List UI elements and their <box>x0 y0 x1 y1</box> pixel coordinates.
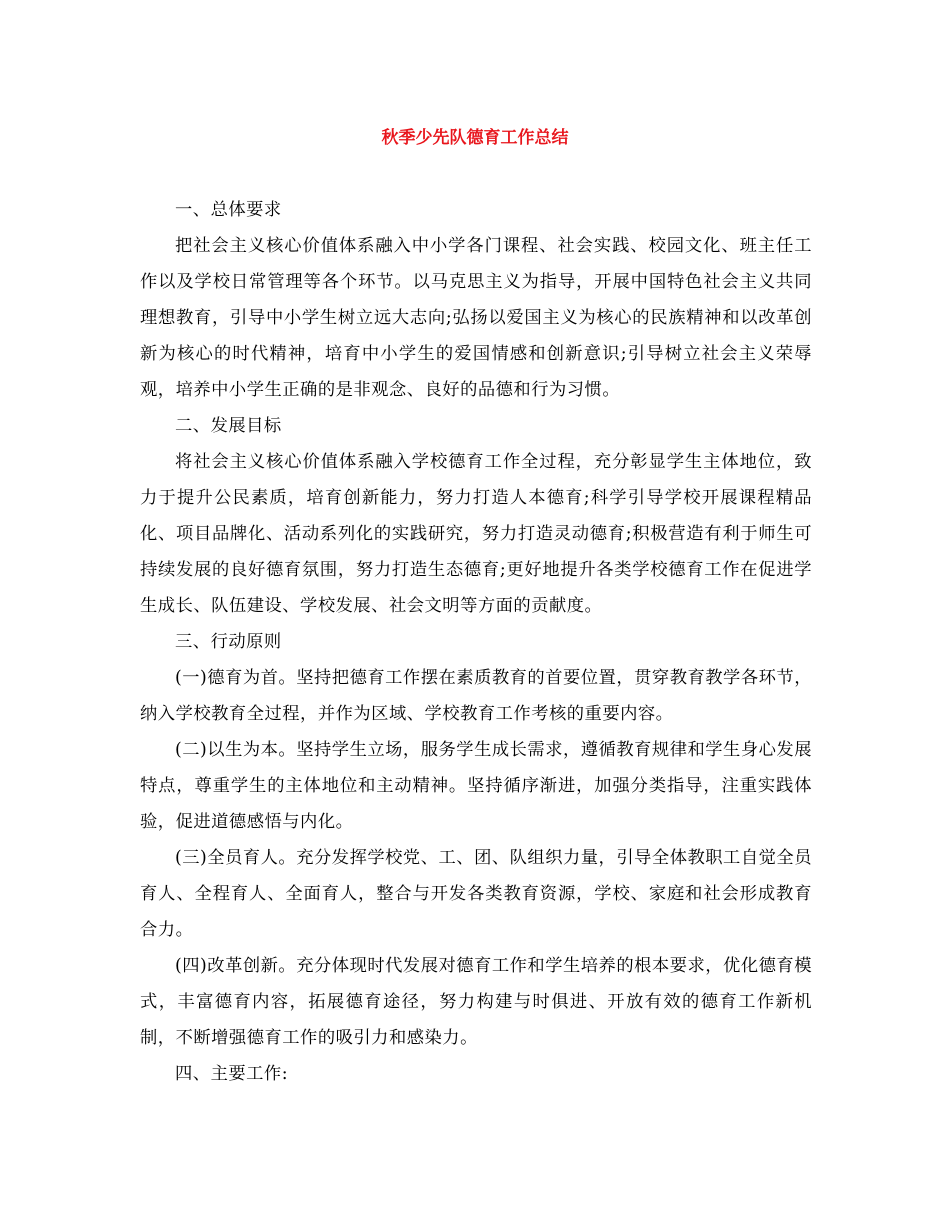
paragraph-principle-moral-first: (一)德育为首。坚持把德育工作摆在素质教育的首要位置，贯穿教育教学各环节，纳入学校教育全过程，并作为区域、学校教育工作考核的重要内容。 <box>140 668 812 724</box>
paragraph-principle-student-centered: (二)以生为本。坚持学生立场，服务学生成长需求，遵循教育规律和学生身心发展特点，尊重学生的主体地位和主动精神。坚持循序渐进，加强分类指导，注重实践体验，促进道德感悟与内化。 <box>140 740 812 832</box>
paragraph-general-requirements: 把社会主义核心价值体系融入中小学各门课程、社会实践、校园文化、班主任工作以及学校日常管理等各个环节。以马克思主义为指导，开展中国特色社会主义共同理想教育，引导中小学生树立远大志向;弘扬以爱国主义为核心的民族精神和以改革创新为核心的时代精神，培育中小学生的爱国情感和创新意识;引导树立社会主义荣辱观，培养中小学生正确的是非观念、良好的品德和行为习惯。 <box>140 236 812 400</box>
paragraph-principle-all-staff-education: (三)全员育人。充分发挥学校党、工、团、队组织力量，引导全体教职工自觉全员育人、全程育人、全面育人，整合与开发各类教育资源，学校、家庭和社会形成教育合力。 <box>140 848 812 940</box>
section-heading-development-goals: 二、发展目标 <box>175 416 282 436</box>
document-title: 秋季少先队德育工作总结 <box>381 128 569 148</box>
section-heading-action-principles: 三、行动原则 <box>175 632 282 652</box>
document-body <box>140 192 812 1092</box>
paragraph-development-goals: 将社会主义核心价值体系融入学校德育工作全过程，充分彰显学生主体地位，致力于提升公民素质，培育创新能力，努力打造人本德育;科学引导学校开展课程精品化、项目品牌化、活动系列化的实践研究，努力打造灵动德育;积极营造有利于师生可持续发展的良好德育氛围，努力打造生态德育;更好地提升各类学校德育工作在促进学生成长、队伍建设、学校发展、社会文明等方面的贡献度。 <box>140 452 812 616</box>
section-heading-main-work: 四、主要工作: <box>175 1064 289 1084</box>
section-heading-general-requirements: 一、总体要求 <box>175 200 282 220</box>
paragraph-principle-reform-innovation: (四)改革创新。充分体现时代发展对德育工作和学生培养的根本要求，优化德育模式，丰富德育内容，拓展德育途径，努力构建与时俱进、开放有效的德育工作新机制，不断增强德育工作的吸引力和感染力。 <box>140 956 812 1048</box>
